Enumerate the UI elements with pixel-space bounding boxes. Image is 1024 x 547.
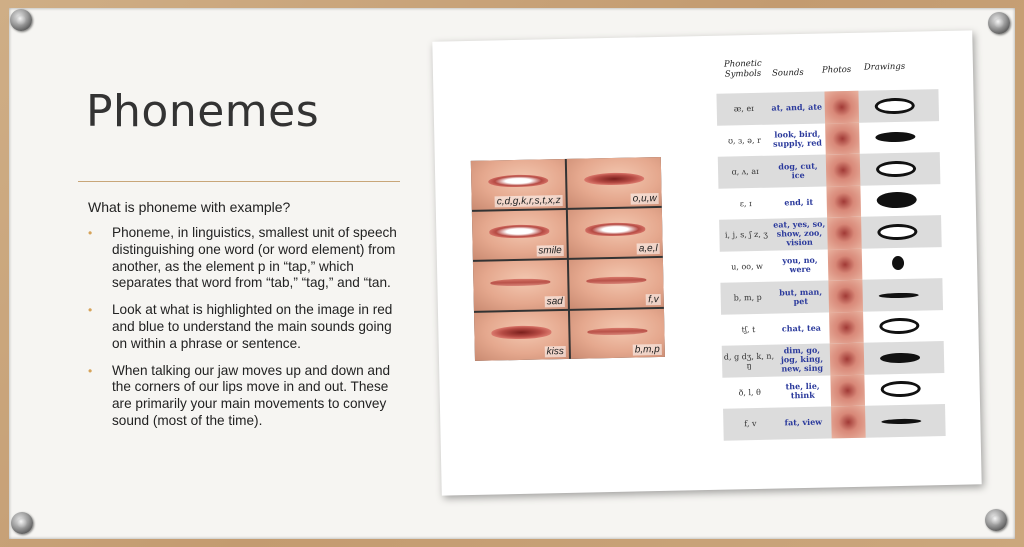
mouth-cell xyxy=(474,310,569,360)
table-row xyxy=(723,404,946,440)
lips-drawing-icon xyxy=(881,418,921,424)
mouth-icon xyxy=(586,277,646,285)
mouth-label: a,e,l xyxy=(638,243,658,255)
mouth-drawing xyxy=(871,310,932,343)
lips-drawing-icon xyxy=(875,132,915,143)
phonetic-symbols: d, g dʒ, k, n, ŋ xyxy=(723,351,775,370)
mouth-icon xyxy=(491,325,551,339)
mouth-drawing xyxy=(869,215,930,248)
sample-sounds: the, lie, think xyxy=(785,380,820,401)
mouth-label: kiss xyxy=(546,346,564,358)
mouth-photo xyxy=(825,122,860,154)
phonetic-symbols: ʊ, ɜ, ə, r xyxy=(727,135,761,146)
lips-drawing-icon xyxy=(875,97,915,114)
header-symbols: Phonetic Symbols xyxy=(723,58,762,80)
sample-sounds: end, it xyxy=(784,196,814,208)
phonetic-symbols: f, v xyxy=(744,419,757,429)
mouth-shape-grid xyxy=(471,157,665,361)
phonetic-symbols: u, oo, w xyxy=(731,261,764,272)
mouth-drawing xyxy=(870,278,931,311)
mouth-drawing xyxy=(868,152,929,185)
mouth-photo xyxy=(828,248,863,280)
mouth-icon xyxy=(489,224,549,238)
table-row xyxy=(720,247,943,283)
sample-sounds: fat, view xyxy=(784,416,823,428)
mouth-cell xyxy=(471,159,566,209)
mouth-label: f,v xyxy=(648,293,659,305)
table-row xyxy=(718,152,941,188)
mouth-photo xyxy=(831,406,866,438)
mouth-icon xyxy=(587,327,647,335)
mouth-cell xyxy=(568,207,663,257)
bullet-text: When talking our jaw moves up and down and the corners of our lips move in and out. These are primarily your main movements to convey sound (most of the time). xyxy=(112,362,391,428)
table-row xyxy=(721,310,944,346)
mouth-cell xyxy=(567,157,662,207)
mouth-cell xyxy=(472,209,567,259)
mouth-photo xyxy=(826,185,861,217)
mouth-drawing xyxy=(872,341,933,374)
table-body xyxy=(716,89,945,440)
sample-sounds: look, bird, supply, red xyxy=(772,128,823,149)
phonetic-symbols: æ, eɪ xyxy=(733,104,754,114)
bullet-dot-icon: • xyxy=(88,363,93,378)
table-row xyxy=(717,121,940,157)
lips-drawing-icon xyxy=(877,223,917,240)
mouth-photo xyxy=(830,343,865,375)
mouth-drawing xyxy=(866,89,927,122)
mouth-label: smile xyxy=(538,245,562,257)
mouth-drawing xyxy=(868,184,929,217)
sample-sounds: eat, yes, so, show, zoo, vision xyxy=(773,218,826,248)
lips-drawing-icon xyxy=(880,352,920,363)
mouth-photo xyxy=(830,374,865,406)
mouth-label: b,m,p xyxy=(634,344,660,356)
phonetic-symbols: i, j, s, ʃ z, ʒ xyxy=(724,229,768,240)
bullet-item xyxy=(88,363,408,430)
mouth-icon xyxy=(585,222,645,236)
mouth-drawing xyxy=(870,247,931,280)
bullet-item xyxy=(88,225,408,292)
sample-sounds: dim, go, jog, king, new, sing xyxy=(780,344,824,374)
mouth-cell xyxy=(570,308,665,358)
lips-drawing-icon xyxy=(881,381,921,398)
sample-sounds: chat, tea xyxy=(781,322,822,334)
bullet-list xyxy=(88,225,408,440)
bullet-text: Phoneme, in linguistics, smallest unit of speech distinguishing one word (or word element) from another, as the element p in “tap,” which separates that word from “tab,” “tag,” and “tan. xyxy=(112,225,397,291)
lips-drawing-icon xyxy=(879,292,919,298)
slide-title: Phonemes xyxy=(86,86,320,137)
mouth-icon xyxy=(584,172,644,186)
header-sounds: Sounds xyxy=(771,67,804,79)
mouth-photo xyxy=(829,311,864,343)
pin-icon xyxy=(988,12,1010,34)
mouth-drawing xyxy=(873,404,934,437)
table-row xyxy=(718,184,941,220)
mouth-icon xyxy=(488,174,548,188)
phonetic-symbols: ɑ, ʌ, aɪ xyxy=(731,167,759,177)
mouth-drawing xyxy=(867,121,928,154)
phonetic-symbols: b, m, p xyxy=(733,293,762,303)
table-row xyxy=(720,278,943,314)
phonetic-table xyxy=(716,51,946,440)
mouth-photo xyxy=(826,154,861,186)
table-header xyxy=(716,51,939,94)
table-row xyxy=(719,215,942,251)
phonetic-symbols: ð, l, θ xyxy=(738,387,761,398)
bullet-item xyxy=(88,302,408,352)
lips-drawing-icon xyxy=(892,256,904,270)
mouth-drawing xyxy=(872,373,933,406)
title-divider xyxy=(78,181,400,182)
lips-drawing-icon xyxy=(876,160,916,177)
header-drawings: Drawings xyxy=(863,61,906,73)
table-row xyxy=(722,341,945,377)
pin-icon xyxy=(10,9,32,31)
mouth-photo xyxy=(828,280,863,312)
mouth-cell xyxy=(473,260,568,310)
table-row xyxy=(722,373,945,409)
pin-icon xyxy=(11,512,33,534)
table-row xyxy=(716,89,939,125)
mouth-photo xyxy=(824,91,859,123)
sample-sounds: dog, cut, ice xyxy=(778,160,818,180)
mouth-cell xyxy=(569,258,664,308)
mouth-label: o,u,w xyxy=(632,192,657,205)
mouth-label: sad xyxy=(546,295,563,307)
bullet-text: Look at what is highlighted on the image in red and blue to understand the main sounds going on within a phrase or sentence. xyxy=(112,302,393,351)
sample-sounds: at, and, ate xyxy=(771,101,823,113)
mouth-icon xyxy=(490,279,550,287)
phonetics-image xyxy=(432,30,981,495)
slide-question: What is phoneme with example? xyxy=(88,199,291,215)
phonetic-symbols: tʃ, t xyxy=(741,324,756,335)
phonetic-symbols: ɛ, ɪ xyxy=(739,198,752,209)
header-photos: Photos xyxy=(821,64,852,76)
pin-icon xyxy=(985,509,1007,531)
bullet-dot-icon: • xyxy=(88,226,93,240)
bullet-dot-icon: • xyxy=(88,303,93,318)
mouth-label: c,d,g,k,r,s,t,x,z xyxy=(496,194,561,207)
sample-sounds: but, man, pet xyxy=(779,286,823,306)
sample-sounds: you, no, were xyxy=(782,254,818,275)
lips-drawing-icon xyxy=(877,192,917,209)
mouth-photo xyxy=(827,217,862,249)
lips-drawing-icon xyxy=(879,318,919,335)
